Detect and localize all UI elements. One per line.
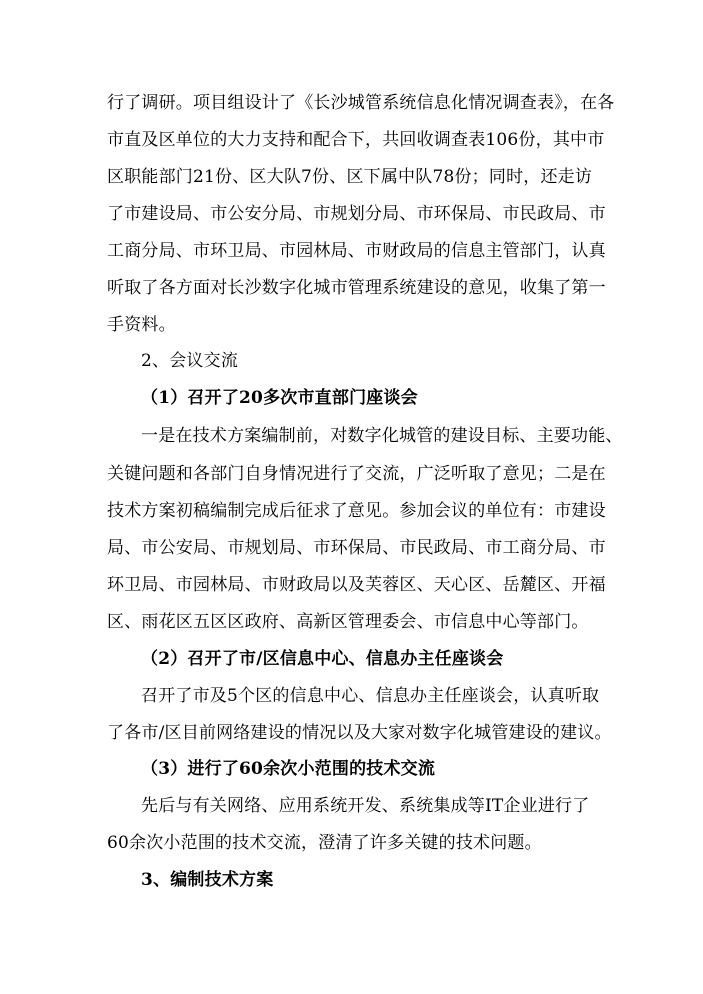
paragraph-line-11: 局、市公安局、市规划局、市环保局、市民政局、市工商分局、市: [107, 538, 606, 558]
paragraph-line-10: 技术方案初稿编制完成后征求了意见。参加会议的单位有：市建设: [107, 501, 606, 521]
paragraph-line-3: 区职能部门21份、区大队7份、区下属中队78份；同时，还走访: [107, 167, 593, 187]
paragraph-line-6: 听取了各方面对长沙数字化城市管理系统建设的意见，收集了第一: [107, 278, 606, 298]
paragraph-line-7: 手资料。: [107, 315, 176, 335]
paragraph-line-1: 行了调研。项目组设计了《长沙城管系统信息化情况调查表》，在各: [107, 93, 615, 113]
paragraph-line-13: 区、雨花区五区区政府、高新区管理委会、市信息中心等部门。: [107, 612, 589, 632]
paragraph-line-8: 一是在技术方案编制前，对数字化城管的建设目标、主要功能、: [141, 426, 623, 446]
subheading-1: （1）召开了20多次市直部门座谈会: [141, 388, 418, 408]
section-heading-technical-plan: 3、编制技术方案: [141, 870, 274, 890]
section-heading-meeting: 2、会议交流: [141, 351, 239, 371]
paragraph-line-12: 环卫局、市园林局、市财政局以及芙蓉区、天心区、岳麓区、开福: [107, 575, 606, 595]
paragraph-line-9: 关键问题和各部门自身情况进行了交流，广泛听取了意见；二是在: [107, 464, 606, 484]
paragraph-line-4: 了市建设局、市公安分局、市规划分局、市环保局、市民政局、市: [107, 204, 606, 224]
paragraph-line-16: 先后与有关网络、应用系统开发、系统集成等IT企业进行了: [141, 796, 590, 816]
paragraph-line-5: 工商分局、市环卫局、市园林局、市财政局的信息主管部门，认真: [107, 241, 606, 261]
paragraph-line-15: 了各市/区目前网络建设的情况以及大家对数字化城管建设的建议。: [107, 723, 612, 743]
paragraph-line-14: 召开了市及5个区的信息中心、信息办主任座谈会，认真听取: [141, 686, 600, 706]
paragraph-line-2: 市直及区单位的大力支持和配合下，共回收调查表106份，其中市: [107, 130, 605, 150]
subheading-2: （2）召开了市/区信息中心、信息办主任座谈会: [141, 649, 504, 669]
paragraph-line-17: 60余次小范围的技术交流，澄清了许多关键的技术问题。: [107, 833, 542, 853]
subheading-3: （3）进行了60余次小范围的技术交流: [141, 759, 436, 779]
